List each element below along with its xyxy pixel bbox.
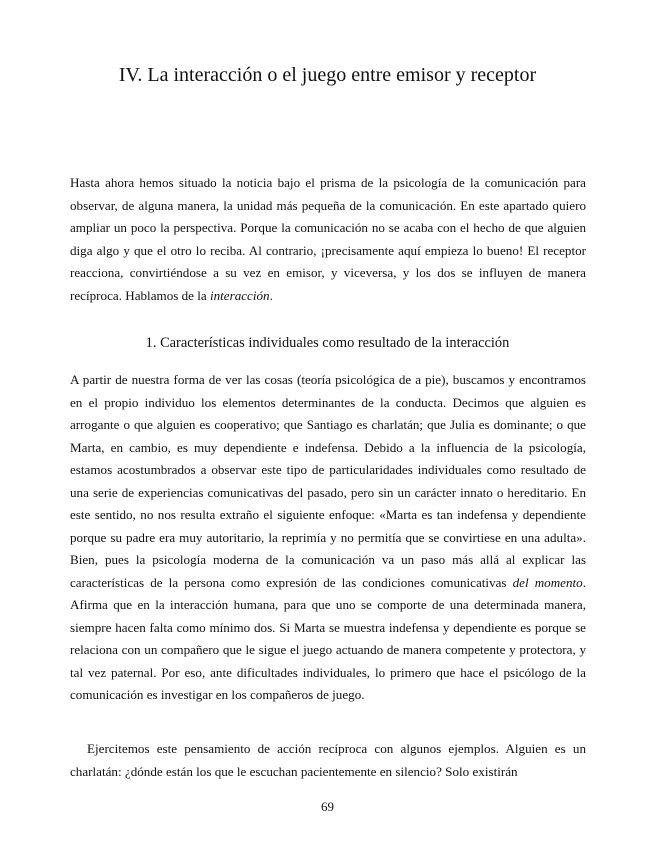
body-paragraph — [70, 369, 586, 707]
intro-end: . — [269, 287, 273, 303]
section-heading: 1. Características individuales como resultado de la interacción — [145, 335, 510, 351]
body-text-part2: . Afirma que en la interacción humana, para que uno se comporte de una determinada manera, siempre hacen falta como mínimo dos. Si Marta se muestra indefensa y dependiente es porque se relaciona con un compañero que le sigue el juego actuando de manera competente y protectora, y tal vez paternal. Por eso, ante dificultades individuales, lo primero que hace el psicólogo de la comunicación es investigar en los compañeros de juego. — [70, 574, 586, 702]
body-emphasis: del momento — [512, 574, 583, 590]
intro-emphasis: interacción — [209, 287, 270, 303]
chapter-title: IV. La interacción o el juego entre emisor y receptor — [118, 64, 537, 86]
page-number: 69 — [321, 799, 334, 814]
intro-text: Hasta ahora hemos situado la noticia bajo el prisma de la psicología de la comunicación para observar, de alguna manera, la unidad más pequeña de la comunicación. En este apartado quiero ampliar un poco la perspectiva. Porque la comunicación no se acaba con el hecho de que alguien diga algo y que el otro lo reciba. Al contrario, ¡precisamente aquí empieza lo bueno! El receptor reacciona, convirtiéndose a su vez en emisor, y viceversa, y los dos se influyen de manera recíproca. Hablamos de la — [70, 175, 586, 303]
intro-paragraph — [70, 172, 586, 307]
continuation-paragraph: Ejercitemos este pensamiento de acción recíproca con algunos ejemplos. Alguien es un charlatán: ¿dónde están los que le escuchan pacientemente en silencio? Solo existirán — [70, 741, 586, 779]
body-text-part1: A partir de nuestra forma de ver las cosas (teoría psicológica de a pie), buscamos y encontramos en el propio individuo los elementos determinantes de la conducta. Decimos que alguien es arrogante o que alguien es cooperativo; que Santiago es charlatán; que Julia es dominante; o que Marta, en cambio, es muy dependiente e indefensa. Debido a la influencia de la psicología, estamos acostumbrados a observar este tipo de particularidades individuales como resultado de una serie de experiencias comunicativas del pasado, pero sin un carácter innato o hereditario. En este sentido, no nos resulta extraño el siguiente enfoque: «Marta es tan indefensa y dependiente porque su padre era muy autoritario, la reprimía y no permitía que se convirtiese en una adulta». Bien, pues la psicología moderna de la comunicación va un paso más allá al explicar las características de la persona como expresión de las condiciones comunicativas — [70, 372, 586, 590]
